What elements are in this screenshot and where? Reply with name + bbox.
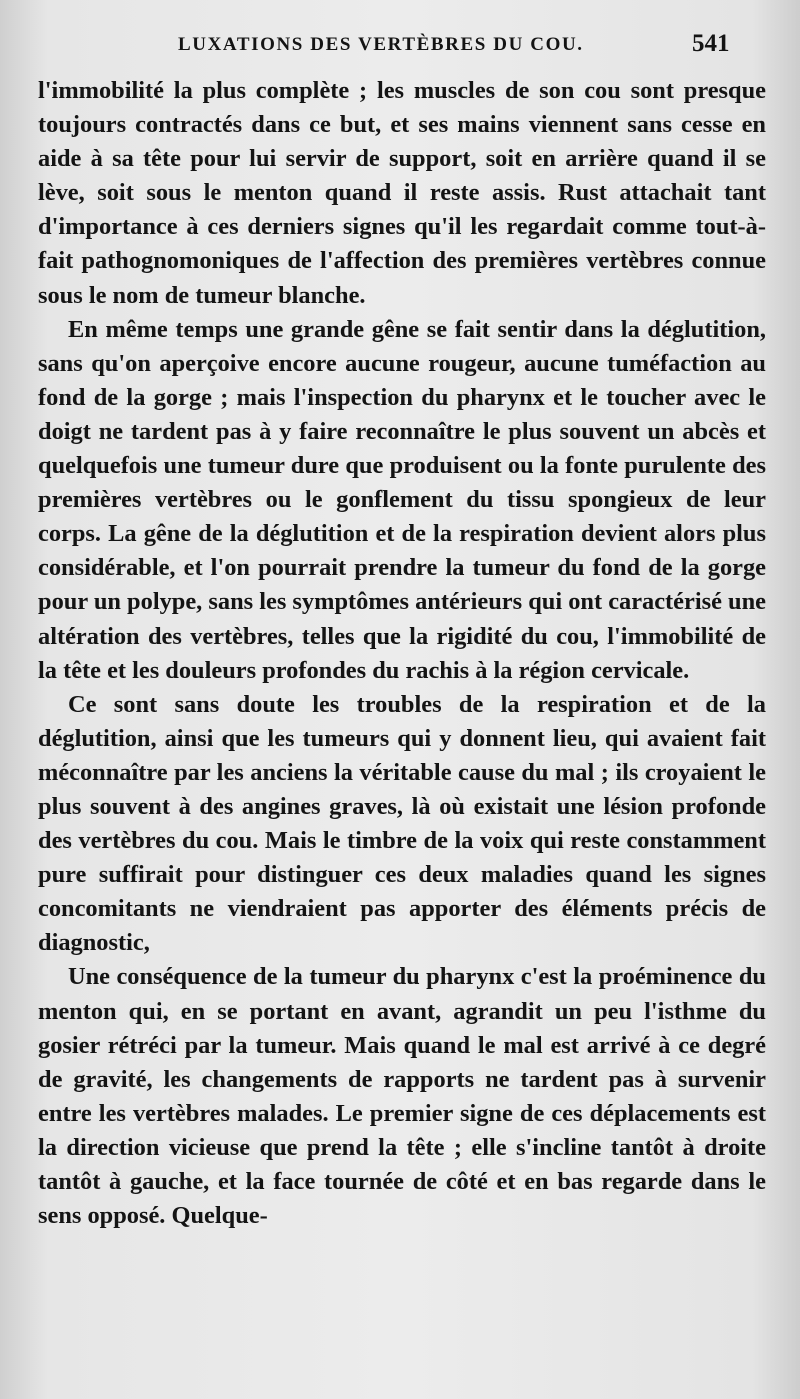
paragraph-4: Une conséquence de la tumeur du pharynx c'est la proéminence du menton qui, en se portant en avant, agrandit un peu l'isthme du gosier rétréci par la tumeur. Mais quand le mal est arrivé à ce degré de gravité, les changements de rapports ne tardent pas à survenir entre les vertèbres malades. Le premier signe de ces déplacements est la direction vicieuse que prend la tête ; elle s'incline tantôt à droite tantôt à gauche, et la face tournée de côté et en bas regarde dans le sens opposé. Quelque- <box>38 963 766 1230</box>
page-number: 541 <box>692 30 730 57</box>
page-header <box>0 30 800 68</box>
paragraph-1: l'immobilité la plus complète ; les muscles de son cou sont presque toujours contractés dans ce but, et ses mains viennent sans cesse en aide à sa tête pour lui servir de support, soit en arrière quand il se lève, soit sous le menton quand il reste assis. Rust attachait tant d'importance à ces derniers signes qu'il les regardait comme tout-à-fait pathognomoniques de l'affection des premières vertèbres connue sous le nom de tumeur blanche. <box>38 77 766 309</box>
paragraph-3: Ce sont sans doute les troubles de la respiration et de la déglutition, ainsi que les tumeurs qui y donnent lieu, qui avaient fait méconnaître par les anciens la véritable cause du mal ; ils croyaient le plus souvent à des angines graves, là où existait une lésion profonde des vertèbres du cou. Mais le timbre de la voix qui reste constamment pure suffirait pour distinguer ces deux maladies quand les signes concomitants ne viendraient pas apporter des éléments précis de diagnostic, <box>38 690 766 957</box>
paragraph-2: En même temps une grande gêne se fait sentir dans la déglutition, sans qu'on aperçoive encore aucune rougeur, aucune tuméfaction au fond de la gorge ; mais l'inspection du pharynx et le toucher avec le doigt ne tardent pas à y faire reconnaître le plus souvent un abcès et quelquefois une tumeur dure que produisent ou la fonte purulente des premières vertèbres ou le gonflement du tissu spongieux de leur corps. La gêne de la déglutition et de la respiration devient alors plus considérable, et l'on pourrait prendre la tumeur du fond de la gorge pour un polype, sans les symptômes antérieurs qui ont caractérisé une altération des vertèbres, telles que la rigidité du cou, l'immobilité de la tête et les douleurs profondes du rachis à la région cervicale. <box>38 315 766 684</box>
running-title: LUXATIONS DES VERTÈBRES DU COU. <box>178 34 584 55</box>
body-text <box>38 74 766 1233</box>
